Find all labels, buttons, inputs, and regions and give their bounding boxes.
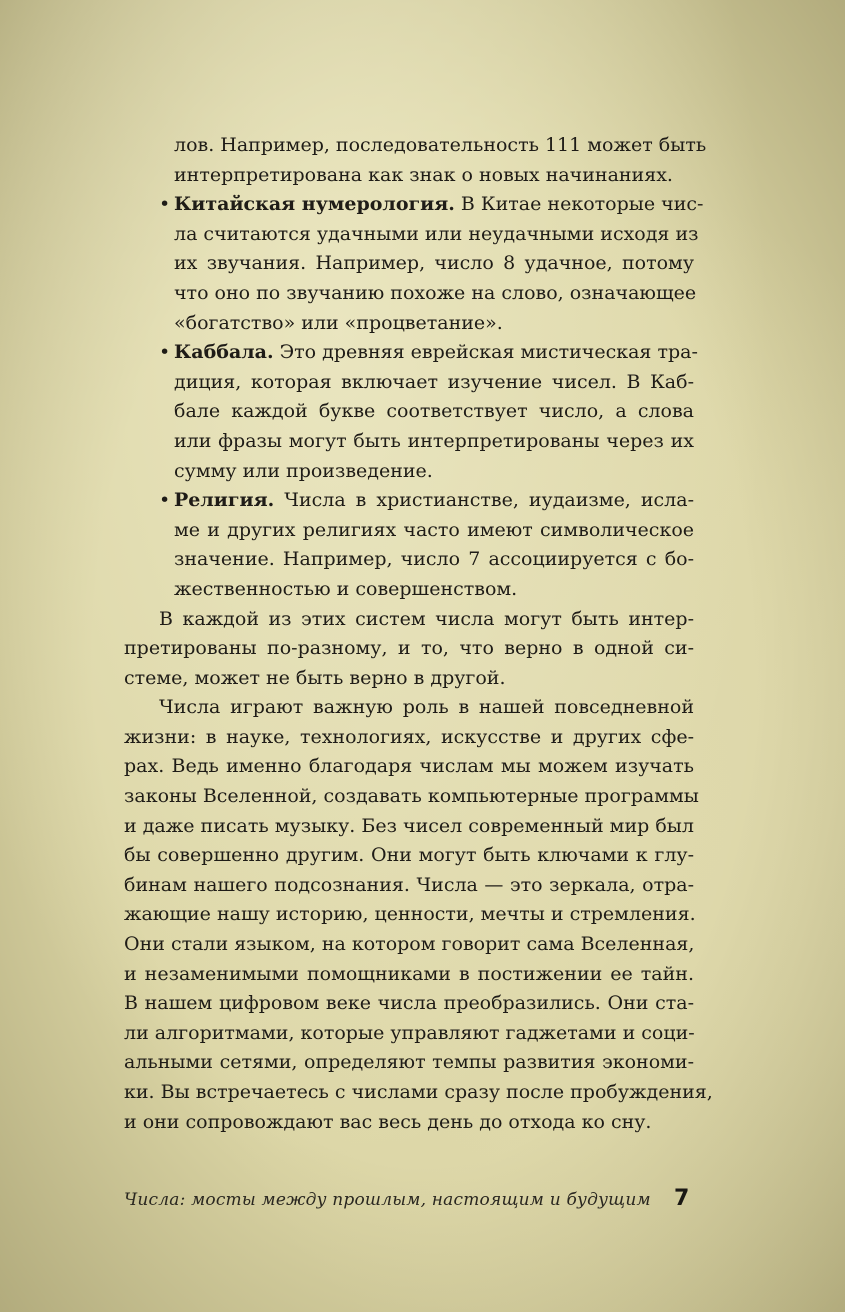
text-line: бинам нашего подсознания. Числа — это зеркала, отра- <box>124 873 694 896</box>
list-item-term: Каббала. <box>174 341 274 364</box>
page-number: 7 <box>674 1186 690 1211</box>
text-line: рах. Ведь именно благодаря числам мы можем изучать <box>124 755 694 778</box>
text-line: и они сопровождают вас весь день до отхода ко сну. <box>124 1110 652 1133</box>
list-item-chinese-numerology <box>124 190 704 220</box>
list-item-text: В Китае некоторые чис- <box>454 193 704 216</box>
text-line: ме и других религиях часто имеют символическое <box>174 518 694 541</box>
text-line: законы Вселенной, создавать компьютерные программы <box>124 785 699 808</box>
list-item-term: Китайская нумерология. <box>174 193 455 216</box>
text-line: стеме, может не быть верно в другой. <box>124 666 506 689</box>
bullet-icon: • <box>159 193 171 216</box>
list-item-text: Это древняя еврейская мистическая тра- <box>273 341 698 364</box>
text-line: лов. Например, последовательность 111 может быть <box>174 134 707 156</box>
list-item-text: Числа в христианстве, иудаизме, исла- <box>274 489 694 512</box>
text-line: ки. Вы встречаетесь с числами сразу после пробуждения, <box>124 1081 713 1103</box>
text-line: «богатство» или «процветание». <box>174 311 503 334</box>
text-line: Они стали языком, на котором говорит сама Вселенная, <box>124 933 695 956</box>
text-line: Числа играют важную роль в нашей повседневной <box>159 696 694 719</box>
text-line: бы совершенно другим. Они могут быть ключами к глу- <box>124 844 694 867</box>
text-line: бале каждой букве соответствует число, а слова <box>174 400 694 423</box>
bullet-icon: • <box>159 341 171 364</box>
text-line: что оно по звучанию похоже на слово, означающее <box>174 281 697 304</box>
text-line: их звучания. Например, число 8 удачное, потому <box>174 252 694 275</box>
list-item-term: Религия. <box>174 489 275 512</box>
list-item-religion <box>124 486 694 516</box>
text-line: жизни: в науке, технологиях, искусстве и других сфе- <box>124 725 694 748</box>
text-line: В каждой из этих систем числа могут быть интер- <box>159 607 694 630</box>
text-line: ли алгоритмами, которые управляют гаджетами и соци- <box>124 1021 695 1044</box>
running-footer-title: Числа: мосты между прошлым, настоящим и будущим <box>124 1190 651 1210</box>
text-line: жающие нашу историю, ценности, мечты и стремления. <box>124 903 696 926</box>
text-line: и даже писать музыку. Без чисел современный мир был <box>124 814 694 837</box>
text-line: или фразы могут быть интерпретированы через их <box>174 429 694 452</box>
body-text <box>124 131 713 1137</box>
text-line: претированы по-разному, и то, что верно в одной си- <box>124 637 694 660</box>
bullet-icon: • <box>159 489 171 512</box>
text-line: сумму или произведение. <box>174 459 433 482</box>
text-line: и незаменимыми помощниками в постижении ее тайн. <box>124 962 694 985</box>
text-line: интерпретирована как знак о новых начинаниях. <box>174 163 673 186</box>
text-line: жественностью и совершенством. <box>174 577 518 600</box>
text-line: значение. Например, число 7 ассоциируется с бо- <box>174 548 694 571</box>
text-line: диция, которая включает изучение чисел. В Каб- <box>174 370 694 393</box>
list-item-kabbalah <box>124 338 698 368</box>
text-line: альными сетями, определяют темпы развития экономи- <box>124 1051 694 1074</box>
text-line: ла считаются удачными или неудачными исходя из <box>174 222 699 245</box>
text-line: В нашем цифровом веке числа преобразились. Они ста- <box>124 992 694 1015</box>
